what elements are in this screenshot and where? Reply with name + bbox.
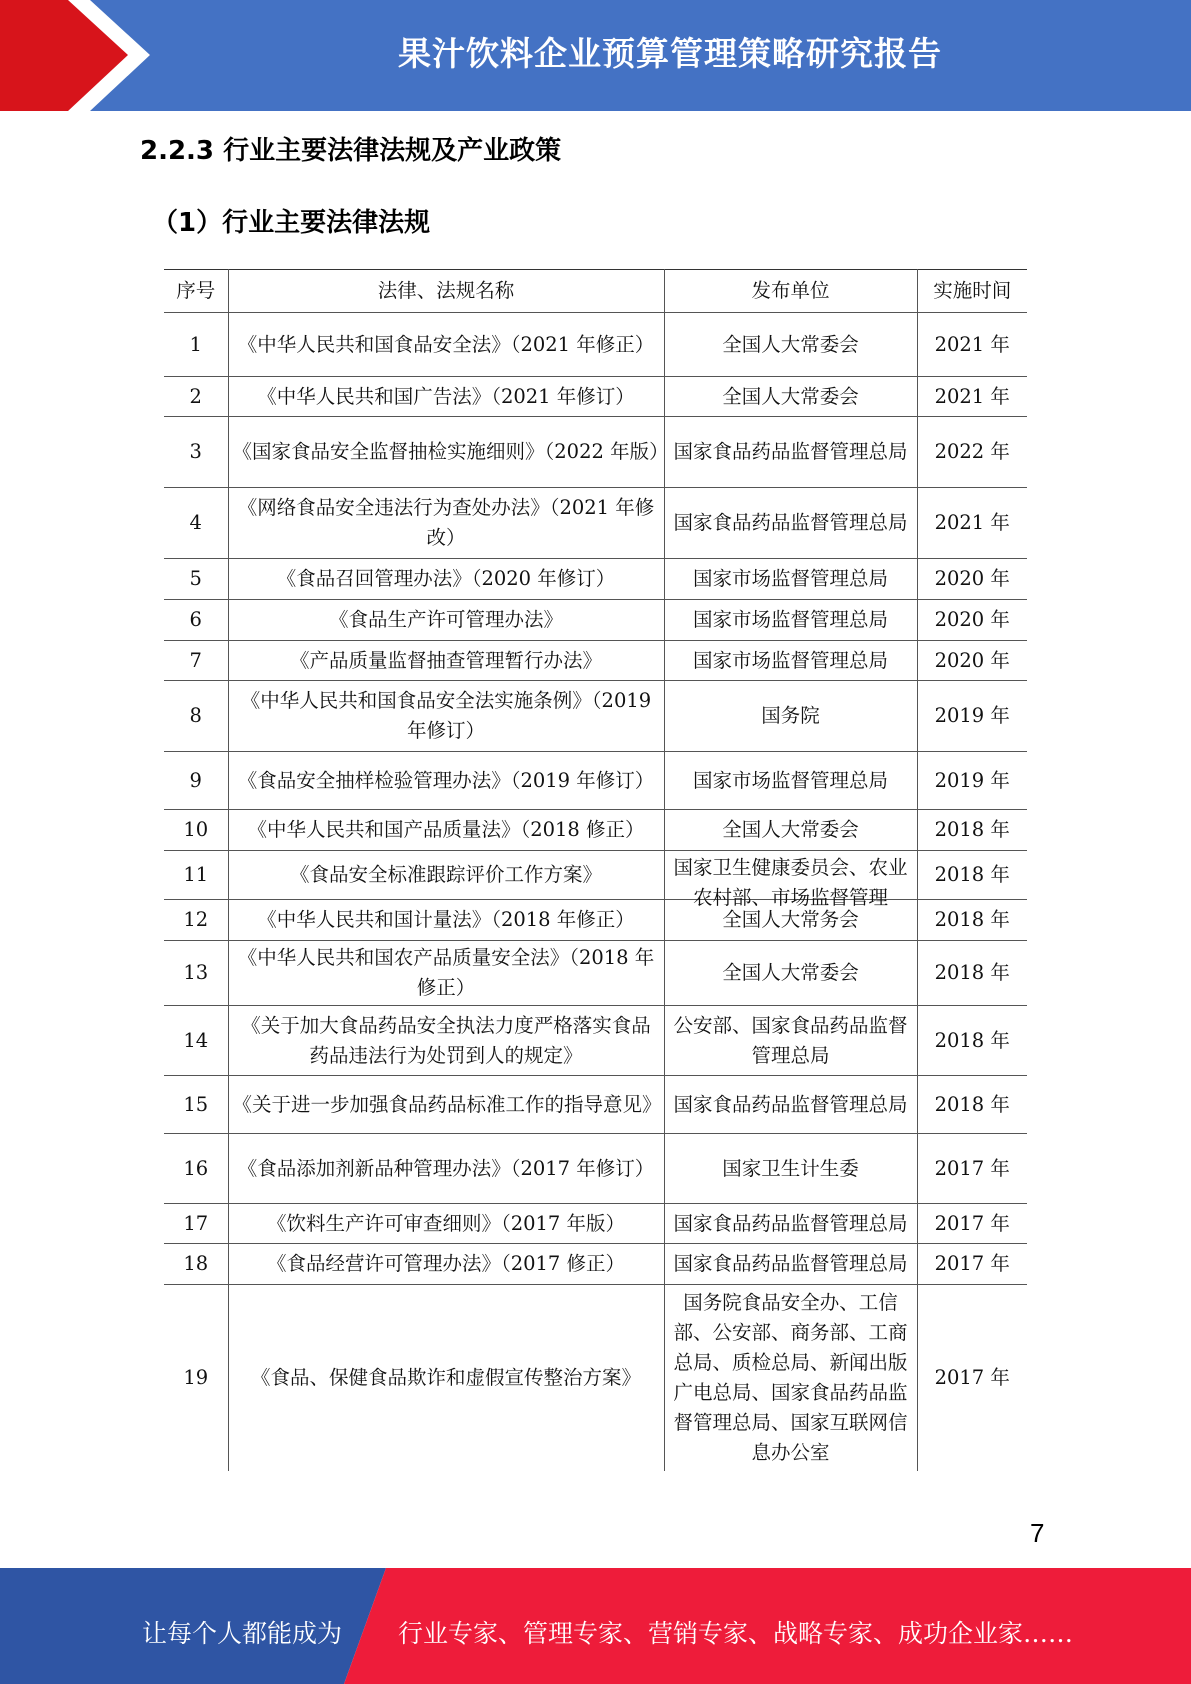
cell-year: 2021 年 bbox=[917, 313, 1027, 377]
cell-name: 《饮料生产许可审查细则》（2017 年版） bbox=[228, 1204, 664, 1244]
footer-slogan-left: 让每个人都能成为 bbox=[142, 1619, 343, 1648]
cell-year: 2018 年 bbox=[917, 900, 1027, 941]
cell-unit: 公安部、国家食品药品监督管理总局 bbox=[664, 1006, 917, 1076]
cell-no: 1 bbox=[164, 313, 228, 377]
table-row bbox=[164, 681, 1027, 752]
table-row bbox=[164, 941, 1027, 1006]
cell-unit: 国家食品药品监督管理总局 bbox=[664, 417, 917, 488]
header-arrow-decoration bbox=[0, 0, 260, 111]
cell-no: 7 bbox=[164, 641, 228, 681]
cell-unit: 国家市场监督管理总局 bbox=[664, 600, 917, 641]
cell-unit: 国务院 bbox=[664, 681, 917, 752]
cell-no: 5 bbox=[164, 559, 228, 600]
table-row bbox=[164, 1134, 1027, 1204]
cell-no: 3 bbox=[164, 417, 228, 488]
cell-unit: 国家食品药品监督管理总局 bbox=[664, 1076, 917, 1134]
cell-unit bbox=[664, 851, 917, 909]
table-row bbox=[164, 1244, 1027, 1285]
table-row bbox=[164, 1076, 1027, 1134]
table-row bbox=[164, 377, 1027, 417]
cell-year: 2020 年 bbox=[917, 600, 1027, 641]
cell-year: 2018 年 bbox=[917, 810, 1027, 851]
page-number: 7 bbox=[1030, 1518, 1045, 1548]
cell-no: 18 bbox=[164, 1244, 228, 1285]
cell-year: 2018 年 bbox=[917, 941, 1027, 1006]
laws-table bbox=[164, 269, 1027, 1471]
cell-year: 2021 年 bbox=[917, 488, 1027, 559]
cell-year: 2019 年 bbox=[917, 752, 1027, 810]
cell-no: 13 bbox=[164, 941, 228, 1006]
footer-slogan-right: 行业专家、管理专家、营销专家、战略专家、成功企业家…… bbox=[398, 1619, 1074, 1648]
header-unit: 发布单位 bbox=[664, 270, 917, 313]
cell-no: 2 bbox=[164, 377, 228, 417]
cell-name: 《食品、保健食品欺诈和虚假宣传整治方案》 bbox=[228, 1285, 664, 1471]
table-row bbox=[164, 810, 1027, 851]
cell-no: 9 bbox=[164, 752, 228, 810]
cell-name: 《食品安全抽样检验管理办法》（2019 年修订） bbox=[228, 752, 664, 810]
cell-year: 2020 年 bbox=[917, 641, 1027, 681]
table-row bbox=[164, 1006, 1027, 1076]
table-row bbox=[164, 1285, 1027, 1471]
cell-unit: 国务院食品安全办、工信部、公安部、商务部、工商总局、质检总局、新闻出版广电总局、国家食品药品监督管理总局、国家互联网信息办公室 bbox=[664, 1285, 917, 1471]
cell-name: 《中华人民共和国食品安全法实施条例》（2019 年修订） bbox=[228, 681, 664, 752]
cell-name: 《产品质量监督抽查管理暂行办法》 bbox=[228, 641, 664, 681]
cell-year: 2017 年 bbox=[917, 1244, 1027, 1285]
cell-unit: 国家食品药品监督管理总局 bbox=[664, 488, 917, 559]
cell-year: 2017 年 bbox=[917, 1285, 1027, 1471]
table-row bbox=[164, 417, 1027, 488]
cell-unit: 全国人大常委会 bbox=[664, 810, 917, 851]
cell-name: 《关于进一步加强食品药品标准工作的指导意见》 bbox=[228, 1076, 664, 1134]
cell-no: 11 bbox=[164, 851, 228, 900]
subsection-heading: （1）行业主要法律法规 bbox=[152, 208, 431, 238]
table-row bbox=[164, 1204, 1027, 1244]
cell-unit-text: 国家卫生健康委员会、农业农村部、市场监督管理 bbox=[673, 856, 908, 909]
cell-unit-text: 国家食品药品监督管理总局 bbox=[673, 1252, 908, 1275]
cell-no: 10 bbox=[164, 810, 228, 851]
cell-no: 8 bbox=[164, 681, 228, 752]
cell-no: 6 bbox=[164, 600, 228, 641]
cell-year: 2018 年 bbox=[917, 851, 1027, 900]
table-row bbox=[164, 752, 1027, 810]
cell-name: 《关于加大食品药品安全执法力度严格落实食品药品违法行为处罚到人的规定》 bbox=[228, 1006, 664, 1076]
cell-year: 2019 年 bbox=[917, 681, 1027, 752]
cell-name: 《食品添加剂新品种管理办法》（2017 年修订） bbox=[228, 1134, 664, 1204]
cell-name: 《中华人民共和国产品质量法》（2018 修正） bbox=[228, 810, 664, 851]
cell-no: 17 bbox=[164, 1204, 228, 1244]
header-name: 法律、法规名称 bbox=[228, 270, 664, 313]
cell-name: 《中华人民共和国农产品质量安全法》（2018 年修正） bbox=[228, 941, 664, 1006]
cell-year: 2017 年 bbox=[917, 1134, 1027, 1204]
cell-year: 2018 年 bbox=[917, 1076, 1027, 1134]
cell-name: 《中华人民共和国食品安全法》（2021 年修正） bbox=[228, 313, 664, 377]
cell-no: 14 bbox=[164, 1006, 228, 1076]
cell-year: 2021 年 bbox=[917, 377, 1027, 417]
cell-name: 《食品经营许可管理办法》（2017 修正） bbox=[228, 1244, 664, 1285]
table-row bbox=[164, 900, 1027, 941]
table-row bbox=[164, 488, 1027, 559]
cell-no: 12 bbox=[164, 900, 228, 941]
table-header-row bbox=[164, 270, 1027, 313]
table-row bbox=[164, 851, 1027, 900]
report-title: 果汁饮料企业预算管理策略研究报告 bbox=[398, 34, 942, 73]
cell-unit-text: 国家食品药品监督管理总局 bbox=[673, 1211, 908, 1235]
cell-name: 《中华人民共和国计量法》（2018 年修正） bbox=[228, 900, 664, 941]
cell-year: 2020 年 bbox=[917, 559, 1027, 600]
header-banner bbox=[0, 0, 1191, 111]
header-no: 序号 bbox=[164, 270, 228, 313]
cell-no: 4 bbox=[164, 488, 228, 559]
table-row bbox=[164, 641, 1027, 681]
section-heading: 2.2.3 行业主要法律法规及产业政策 bbox=[140, 136, 562, 166]
header-year: 实施时间 bbox=[917, 270, 1027, 313]
cell-unit: 国家卫生计生委 bbox=[664, 1134, 917, 1204]
table-row bbox=[164, 559, 1027, 600]
cell-unit: 国家市场监督管理总局 bbox=[664, 641, 917, 681]
cell-year: 2022 年 bbox=[917, 417, 1027, 488]
cell-unit: 全国人大常委会 bbox=[664, 313, 917, 377]
cell-unit: 全国人大常务会 bbox=[664, 900, 917, 941]
cell-unit: 全国人大常委会 bbox=[664, 941, 917, 1006]
cell-no: 15 bbox=[164, 1076, 228, 1134]
cell-name: 《食品生产许可管理办法》 bbox=[228, 600, 664, 641]
table-row bbox=[164, 600, 1027, 641]
cell-unit: 国家市场监督管理总局 bbox=[664, 752, 917, 810]
cell-name: 《中华人民共和国广告法》（2021 年修订） bbox=[228, 377, 664, 417]
table-row bbox=[164, 313, 1027, 377]
cell-year: 2017 年 bbox=[917, 1204, 1027, 1244]
cell-name: 《网络食品安全违法行为查处办法》（2021 年修改） bbox=[228, 488, 664, 559]
cell-unit: 全国人大常委会 bbox=[664, 377, 917, 417]
cell-unit: 国家市场监督管理总局 bbox=[664, 559, 917, 600]
cell-name: 《食品安全标准跟踪评价工作方案》 bbox=[228, 851, 664, 900]
cell-no: 19 bbox=[164, 1285, 228, 1471]
cell-name: 《食品召回管理办法》（2020 年修订） bbox=[228, 559, 664, 600]
cell-name: 《国家食品安全监督抽检实施细则》（2022 年版） bbox=[228, 417, 664, 488]
cell-no: 16 bbox=[164, 1134, 228, 1204]
cell-unit bbox=[664, 1204, 917, 1244]
cell-unit bbox=[664, 1244, 917, 1285]
cell-year: 2018 年 bbox=[917, 1006, 1027, 1076]
